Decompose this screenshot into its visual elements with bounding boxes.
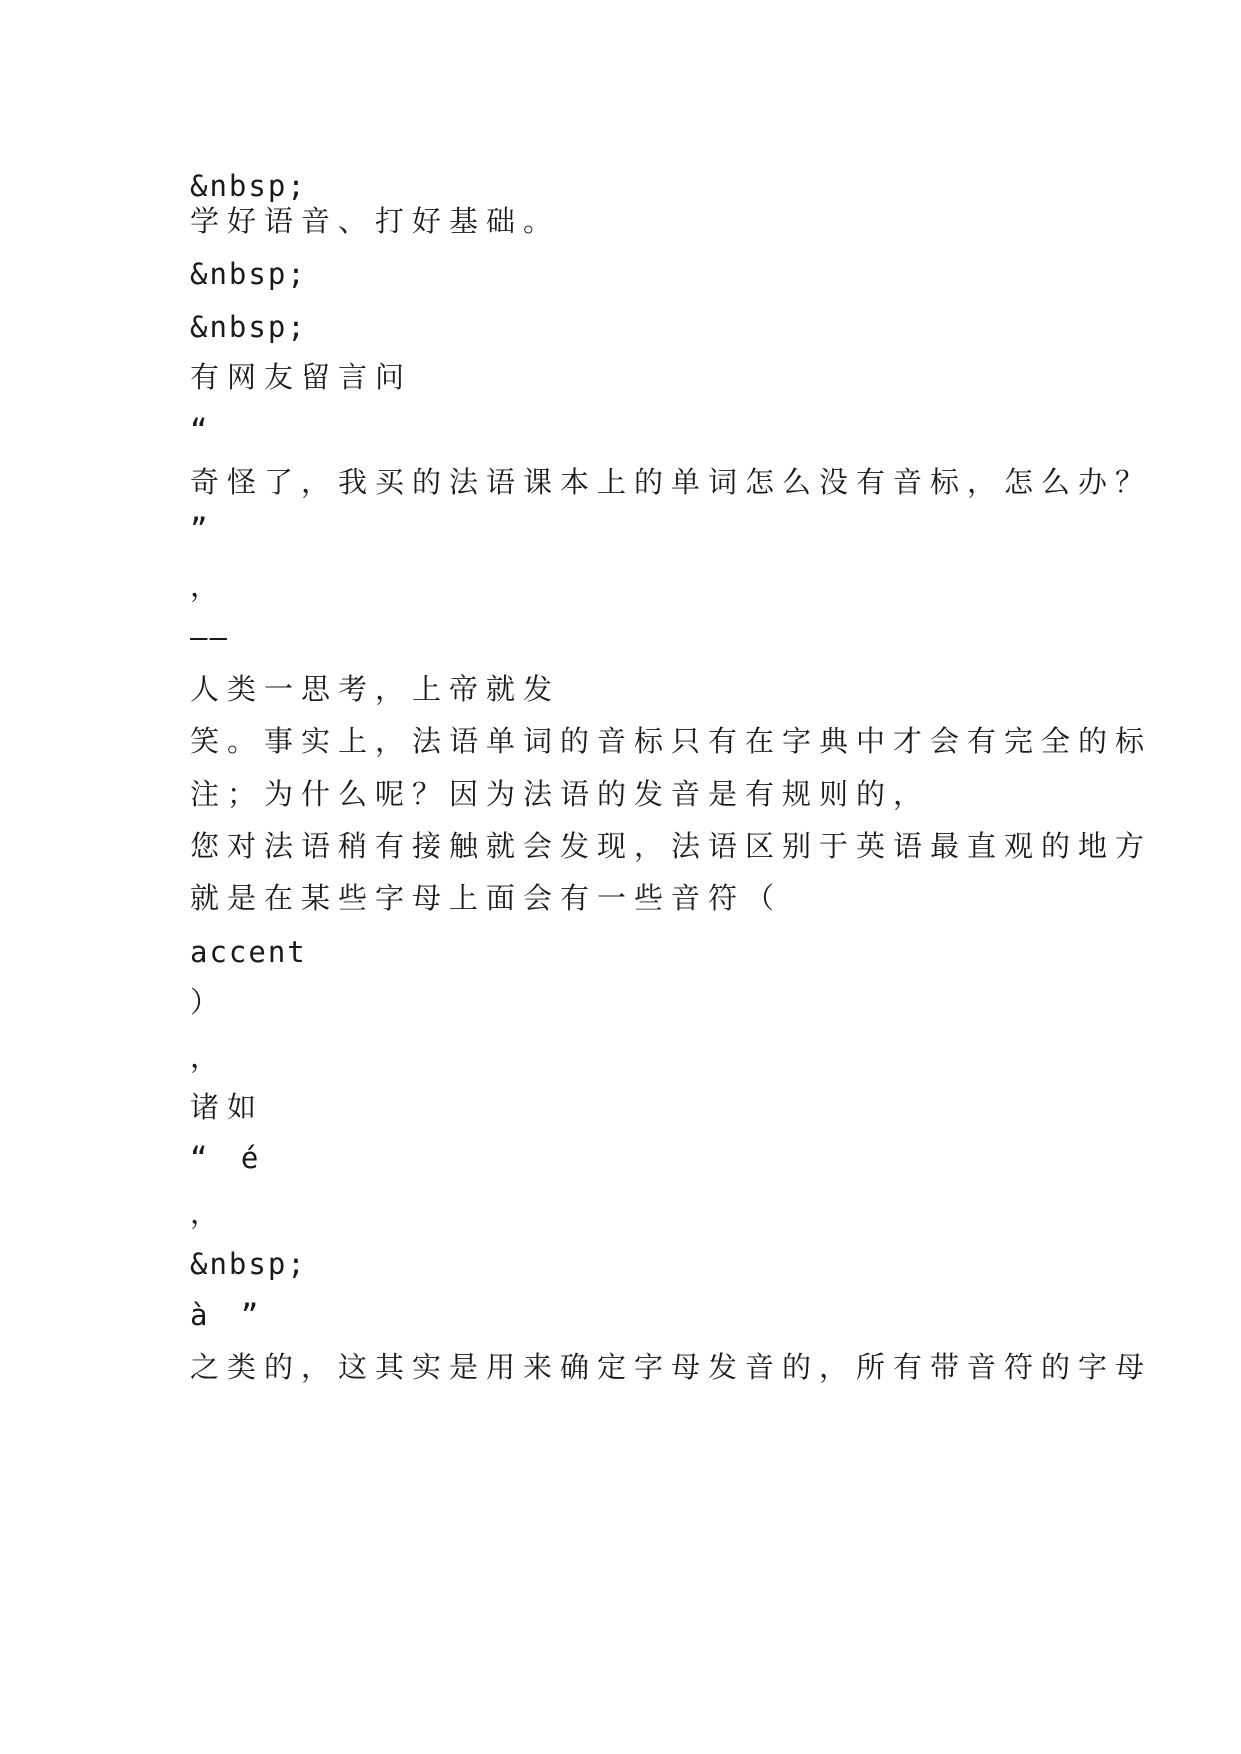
- text-line: &nbsp;: [190, 310, 307, 344]
- text-line: &nbsp;: [190, 257, 307, 291]
- text-line: &nbsp;: [190, 1247, 307, 1281]
- text-line: 您对法语稍有接触就会发现，法语区别于英语最直观的地方: [190, 829, 1153, 863]
- text-line: 学好语音、打好基础。: [190, 204, 561, 238]
- text-line: “ é: [190, 1141, 267, 1175]
- text-line: 注；为什么呢？因为法语的发音是有规则的，: [190, 777, 931, 811]
- text-line: 有网友留言问: [190, 360, 413, 394]
- text-line: ）: [190, 985, 222, 1019]
- text-line: 笑。事实上，法语单词的音标只有在字典中才会有完全的标: [190, 724, 1153, 758]
- text-line: ”: [190, 512, 210, 546]
- text-line: à ”: [190, 1298, 267, 1332]
- text-line: 就是在某些字母上面会有一些音符（: [190, 881, 783, 915]
- text-line: ，: [190, 569, 222, 603]
- text-line: 人类一思考，上帝就发: [190, 672, 561, 706]
- text-line: 诸如: [190, 1090, 265, 1124]
- text-line: ——: [190, 620, 229, 654]
- text-line: ，: [190, 1040, 222, 1074]
- text-line: 之类的，这其实是用来确定字母发音的，所有带音符的字母: [190, 1350, 1153, 1384]
- text-line: 奇怪了，我买的法语课本上的单词怎么没有音标，怎么办？: [190, 465, 1153, 499]
- text-line: accent: [190, 935, 307, 969]
- text-line: ，: [190, 1196, 222, 1230]
- text-line: “: [190, 413, 210, 447]
- text-line: &nbsp;: [190, 169, 307, 203]
